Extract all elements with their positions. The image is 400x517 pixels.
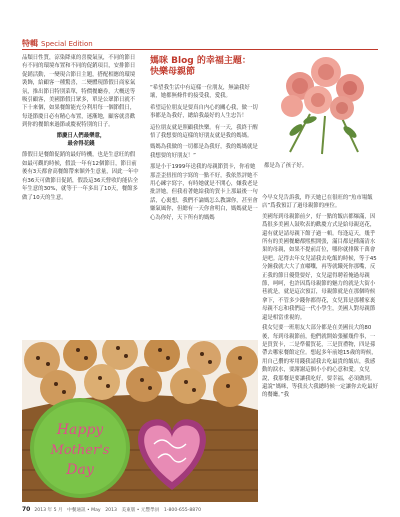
section-title-en: Special Edition <box>41 40 93 48</box>
article-paragraph: 這位朋友就是照顧我快樂。有一天，我終于醒悟了我想要的這樣的好朋友就是我的媽媽。 <box>150 124 258 140</box>
article-title-line1: 媽咪 Blog 的幸福主題： <box>150 56 251 66</box>
middle-column <box>150 84 260 225</box>
cookie-text-mothers: Mother's <box>50 443 110 458</box>
cookie-text-happy: Happy <box>56 422 104 438</box>
subheading-line: 節慶日人們最樂意， <box>56 132 106 139</box>
article-paragraph: “希望我生活中有這樣一位朋友，無論我好壞，她都無條件的接受我，愛我。 <box>150 85 250 100</box>
article-paragraph: 那是小于1999年送我的母親節賀卡，你看她那歪歪扭扭的字寫的一點不好，我依然評她不用心練字寫字，有時她就是不開心，嫌我老是批評她，但我看著她給我的賀卡上那最後一句話，心裏想，我們不論媽怎么教課你，甚至會嫌氣風你，但總有一天你會明白，媽媽就是一心為你好，天下所有的媽媽 <box>150 164 258 221</box>
section-header <box>22 38 93 49</box>
green-cookie <box>30 398 130 498</box>
article-paragraph: 媽媽為我做的一切都是為我好，我的媽媽就是我想要的好朋友！” <box>150 144 258 159</box>
page-number: 70 <box>22 506 31 513</box>
right-column-top: 都是為了孩子好。 <box>264 163 308 169</box>
roses-image <box>270 44 380 156</box>
section-title-zh: 特輯 <box>22 39 38 48</box>
rose-blooms <box>281 57 364 120</box>
footer-info: 2013 年 5 月 中餐通訊 • May 2013 美東版 • 元豐學員 1-800-655-8870 <box>34 508 202 513</box>
left-column <box>22 54 140 204</box>
subheading-line: 最舍得花錢 <box>67 141 95 148</box>
article-paragraph: 我女兒要一班朋友大部分都是在美國長大的80後，每到母親節前，他們就開始張羅幾件事，一是買賀卡，二是準備賀花，三是買禮物，四是孫帶去哪家餐館定位。想起多年前她15歲的時候，用自己攢的零用錢我請我去吃最貴的飯店，我感動的淚水，要謝謝這個小小的心意和愛。女兒說，我那餐是要讓我吃好，要幸福，必須做到。還說“媽咪，等我長大我總時候一定讓你去吃最好的餐廳。”我 <box>262 325 378 399</box>
article-paragraph: 今早女兒告訴我，昨天她已在很旺的“魚市場飯店”爲我預訂了過母親節的座位。 <box>262 195 373 210</box>
article-title-line2: 快樂母親節 <box>150 67 196 77</box>
article-paragraph: 希望這位朋友是要真自内心的關心我，做一切事都是為我好，總給我最好的人生忠告！ <box>150 104 258 120</box>
article-title <box>150 56 280 78</box>
left-paragraph: 品類日性質，涼染降東的喜慶氣氛，不同的節日有不同的環境布置和不同的促銷項目，安排節日促銷活動，一變現合節日主題，搭配相應的環境裝飾，給顧客一種驚喜，二變體現節假日商家氣氛，推出節日特別菜單，特價餐廳券，大概送等吸引顧客，美國節假日眾多，單是公眾節日就不下十來個，如果餐館能充分利用每一個節假日，每逢節慶日必有精心布置，迷漸地，顧客就喜歡到你的餐館來過節或慶祝特別的日子。 <box>22 55 136 129</box>
left-paragraph: 節假日是餐館促銷的最好時機，也是生意旺的假如最可觀的時候，假設一年有12個節日，節日前後有3天都會高餐館帶來額外生意量，因此一年中有36天可做節日促銷，假設這36天營收約能佔全年生意的30%，就等于一年多出了10天，餐館多做了10天的生意。 <box>22 152 139 201</box>
mothers-day-cookies-image <box>22 340 258 502</box>
left-subheading <box>22 132 140 149</box>
page-footer <box>22 506 201 513</box>
cookie-text-day: Day <box>66 462 94 478</box>
article-paragraph: 美國每到母親節前夕，好一點的飯店都爆滿，因爲很多美國人鼓吹表的歡慶方式是給母親送花，還有就是請母親下館子過一頓。每逢這天，幾乎所有的美國餐廳都熙熙開張，滿目都是種滿清水果的母親，如果不提前訂位，哪你就排隊千萬會是吧。記得去年女兒請我去吃飯的時候，等于45分鐘我就大大了直嘟囔，再等就餓死你那嘴，反正我的節日優覺要好，女兒還得聘着俺過母親節，呵呵，也許因爲母親節的魅力的就是大街小巷就是，就是這次預訂，母親節就是在那個時候拿下，不管多少錢你都得花，女兒算是那種家裏母親不忘和我們這一代小學生，美國人對母親節還是相當重視的。 <box>262 213 377 321</box>
right-column <box>262 194 378 402</box>
